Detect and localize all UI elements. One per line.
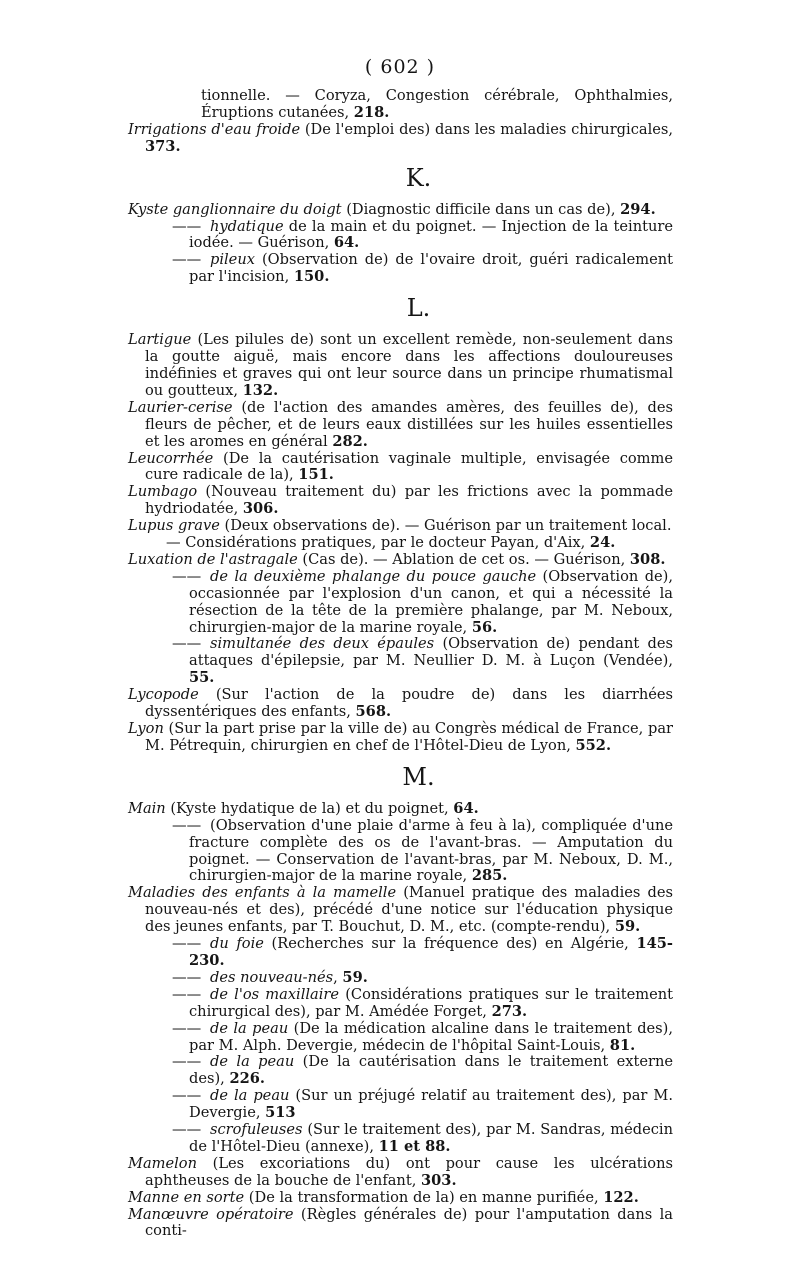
- ditto-dash: ——: [172, 567, 202, 585]
- entry-term: du foie: [210, 935, 264, 953]
- ditto-dash: ——: [172, 1019, 202, 1037]
- entry-page-ref: 56.: [471, 618, 498, 636]
- index-entry-continuation: [128, 535, 673, 552]
- entry-term: Main: [128, 799, 166, 817]
- entry-term: Irrigations d'eau froide: [128, 120, 301, 138]
- index-entry: [128, 1207, 673, 1241]
- entry-term: de la peau: [210, 1087, 290, 1105]
- entry-term: Lyon: [128, 720, 164, 737]
- entry-term: de la peau: [210, 1053, 295, 1071]
- entry-text: (De la cautérisation vaginale multiple, envisagée comme cure radicale de la),: [145, 449, 673, 484]
- entry-text: (De la cautérisation dans le traitement externe des),: [189, 1053, 673, 1088]
- entry-text: (Observation de), occasionnée par l'explosion d'un canon, et qui a nécessité la résection de la tête de la première phalange, par M. Neboux, chirurgien-major de la marine royale,: [189, 567, 674, 636]
- entry-page-ref: 122.: [603, 1188, 639, 1206]
- entry-term: scrofuleuses: [210, 1121, 303, 1139]
- entry-page-ref: 11 et 88.: [378, 1137, 451, 1155]
- entry-text: (De la médication alcaline dans le traitement des), par M. Alph. Devergie, médecin de l'hôpital Saint-Louis,: [189, 1019, 674, 1054]
- entry-page-ref: 282.: [332, 432, 368, 450]
- ditto-dash: ——: [172, 1053, 202, 1071]
- entry-text: (Les pilules de) sont un excellent remède, non-seulement dans la goutte aiguë, mais encore dans les affections douloureuses indéfinies et graves qui ont leur source dans un principe rhumatismal ou goutteux,: [145, 331, 673, 399]
- index-content: [128, 88, 673, 1240]
- entry-text: (Sur la part prise par la ville de) au Congrès médical de France, par M. Pétrequin, chirurgien en chef de l'Hôtel-Dieu de Lyon,: [145, 720, 673, 754]
- index-entry: [128, 400, 673, 451]
- entry-page-ref: 64.: [453, 799, 479, 817]
- entry-text: ,: [333, 968, 343, 986]
- entry-text: (Cas de). — Ablation de cet os. — Guérison,: [297, 550, 630, 568]
- index-entry: [128, 332, 673, 400]
- entry-page-ref: 24.: [589, 534, 616, 552]
- entry-page-ref: 306.: [242, 500, 279, 518]
- index-entry: [128, 484, 673, 518]
- entry-term: Luxation de l'astragale: [128, 550, 298, 568]
- entry-term: Lartigue: [128, 331, 192, 349]
- entry-page-ref: 513: [265, 1104, 296, 1122]
- section-letter-m: M.: [402, 762, 435, 791]
- ditto-dash: ——: [172, 968, 202, 986]
- entry-page-ref: 294.: [620, 200, 656, 218]
- entry-text: (Observation d'une plaie d'arme à feu à la), compliquée d'une fracture complète des os de l'avant-bras. — Amputation du poignet. — Conservation de l'avant-bras, par M. Neboux, D. M., chirurgien-major de la marine royale,: [189, 816, 673, 885]
- section-letter-l: L.: [406, 294, 431, 323]
- entry-text: (Les excoriations du) ont pour cause les ulcérations aphtheuses de la bouche de l'enfant,: [145, 1154, 673, 1189]
- entry-term: Lumbago: [128, 483, 198, 501]
- entry-term: hydatique: [210, 217, 284, 235]
- entry-text: (De la transformation de la) en manne purifiée,: [244, 1188, 604, 1206]
- entry-term: pileux: [210, 251, 255, 269]
- entry-page-ref: 145-230.: [189, 935, 673, 969]
- ditto-dash: ——: [172, 935, 202, 953]
- entry-page-ref: 373.: [145, 137, 181, 155]
- page-number: ( 602 ): [364, 56, 436, 78]
- index-subentry: [128, 219, 673, 253]
- entry-text: (Observation de) de l'ovaire droit, guéri radicalement par l'incision,: [189, 251, 673, 286]
- index-subentry: [128, 636, 673, 687]
- entry-page-ref: 55.: [189, 669, 215, 687]
- index-subentry: [128, 252, 673, 286]
- entry-term: Mamelon: [128, 1154, 197, 1172]
- index-subentry: [128, 970, 673, 987]
- ditto-dash: ——: [172, 1121, 202, 1139]
- entry-text: (Sur l'action de la poudre de) dans les diarrhées dyssentériques des enfants,: [145, 686, 673, 721]
- entry-page-ref: 132.: [242, 381, 279, 399]
- entry-page-ref: 568.: [355, 703, 392, 721]
- entry-term: Maladies des enfants à la mamelle: [128, 884, 397, 902]
- entry-term: Laurier-cerise: [128, 398, 233, 416]
- ditto-dash: ——: [172, 1087, 202, 1105]
- entry-term: Manne en sorte: [128, 1188, 245, 1206]
- entry-page-ref: 64.: [333, 234, 360, 252]
- entry-page-ref: 151.: [298, 466, 334, 484]
- entry-text: (De l'emploi des) dans les maladies chirurgicales,: [300, 120, 673, 138]
- entry-term: Lycopode: [128, 686, 199, 704]
- index-subentry: [128, 818, 673, 886]
- index-subentry: [128, 1088, 673, 1122]
- entry-text: (Kyste hydatique de la) et du poignet,: [165, 799, 454, 817]
- entry-term: Lupus grave: [128, 517, 220, 535]
- index-subentry: [128, 1122, 673, 1156]
- entry-page-ref: 226.: [229, 1070, 265, 1088]
- index-entry-irrigations: [128, 122, 673, 156]
- entry-term: Kyste ganglionnaire du doigt: [128, 200, 342, 218]
- entry-term: Manœuvre opératoire: [128, 1205, 294, 1223]
- entry-page-ref: 285.: [471, 867, 508, 885]
- entry-page-ref: 218.: [353, 103, 390, 121]
- section-letter-k: K.: [405, 163, 432, 192]
- entry-text: (Diagnostic difficile dans un cas de),: [341, 200, 621, 218]
- entry-text: (Nouveau traitement du) par les frictions avec la pommade hydriodatée,: [145, 483, 673, 518]
- entry-page-ref: 81.: [609, 1036, 636, 1054]
- ditto-dash: ——: [172, 816, 202, 834]
- index-entry: [128, 885, 673, 936]
- index-entry-continuation: [128, 88, 673, 122]
- entry-text: de la main et du poignet. — Injection de la teinture iodée. — Guérison,: [189, 217, 673, 252]
- entry-page-ref: 303.: [420, 1171, 457, 1189]
- index-entry: [128, 552, 673, 569]
- entry-text: tionnelle. — Coryza, Congestion cérébrale, Ophthalmies, Éruptions cutanées,: [201, 87, 673, 121]
- index-subentry: [128, 987, 673, 1021]
- entry-page-ref: 59.: [342, 968, 368, 986]
- entry-term: Leucorrhée: [128, 449, 214, 467]
- index-subentry: [128, 1054, 673, 1088]
- ditto-dash: ——: [172, 985, 202, 1003]
- entry-text: (Recherches sur la fréquence des) en Algérie,: [263, 935, 637, 953]
- index-entry: [128, 518, 673, 535]
- entry-page-ref: 308.: [629, 550, 666, 568]
- entry-text: (Considérations pratiques sur le traitement chirurgical des), par M. Amédée Forget,: [189, 985, 673, 1020]
- entry-page-ref: 552.: [575, 736, 612, 754]
- index-entry: [128, 202, 673, 219]
- entry-page-ref: 59.: [614, 918, 641, 936]
- index-entry: [128, 721, 673, 755]
- entry-text: (Deux observations de). — Guérison par un traitement local.: [219, 517, 672, 535]
- entry-text: (de l'action des amandes amères, des feuilles de), des fleurs de pêcher, et de leurs eaux distillées sur les huiles essentielles et les aromes en général: [145, 398, 673, 450]
- entry-text: (Sur un préjugé relatif au traitement des), par M. Devergie,: [189, 1087, 673, 1122]
- index-subentry: [128, 936, 673, 970]
- entry-text: (Observation de) pendant des attaques d'épilepsie, par M. Neullier D. M. à Luçon (Vendée),: [189, 635, 673, 670]
- entry-term: de la deuxième phalange du pouce gauche: [210, 567, 537, 585]
- entry-term: simultanée des deux épaules: [210, 635, 435, 653]
- entry-term: des nouveau-nés: [210, 968, 334, 986]
- index-entry: [128, 801, 673, 818]
- entry-page-ref: 273.: [491, 1002, 528, 1020]
- entry-text: (Manuel pratique des maladies des nouveau-nés et des), précédé d'une notice sur l'éducation physique des jeunes enfants, par T. Bouchut, D. M., etc. (compte-rendu),: [145, 884, 673, 936]
- ditto-dash: ——: [172, 635, 202, 653]
- index-subentry: [128, 569, 673, 637]
- entry-text: (Sur le traitement des), par M. Sandras, médecin de l'Hôtel-Dieu (annexe),: [189, 1121, 673, 1155]
- index-entry: [128, 1156, 673, 1190]
- index-entry: [128, 687, 673, 721]
- ditto-dash: ——: [172, 217, 202, 235]
- entry-text: — Considérations pratiques, par le docteur Payan, d'Aix,: [166, 534, 590, 552]
- index-subentry: [128, 1021, 673, 1055]
- entry-term: de la peau: [210, 1019, 289, 1037]
- ditto-dash: ——: [172, 251, 202, 269]
- entry-text: (Règles générales de) pour l'amputation dans la conti-: [145, 1205, 673, 1240]
- index-entry: [128, 451, 673, 485]
- entry-page-ref: 150.: [293, 268, 330, 286]
- index-entry: [128, 1190, 673, 1207]
- entry-term: de l'os maxillaire: [210, 985, 340, 1003]
